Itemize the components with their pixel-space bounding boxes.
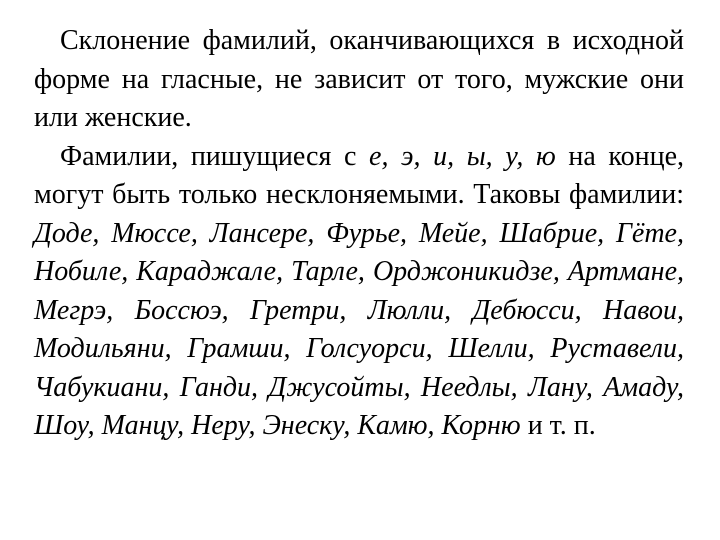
paragraph-2-intro: Фамилии, пишущиеся с [60, 140, 357, 172]
paragraph-2-mid: на конце, могут быть только несклоняемыми. Таковы фамилии: [34, 140, 684, 210]
surname-examples: Доде, Мюссе, Лансере, Фурье, Мейе, Шабрие, Гёте, Нобиле, Караджале, Тарле, Орджоникидзе, Артмане, Мегрэ, Боссюэ, Гретри, Люлли, Дебюсси, Навои, Модильяни, Грамши, Голсуорси, Шелли, Руставели, Чабукиани, Ганди, Джусойты, Неедлы, Лану, Амаду, Шоу, Манцу, Неру, Энеску, Камю, Корню [34, 217, 684, 441]
paragraph-indeclinable-surnames [34, 138, 684, 446]
paragraph-1-text: Склонение фамилий, оканчивающихся в исходной форме на гласные, не зависит от того, мужские они или женские. [34, 25, 684, 133]
paragraph-declension-rule [34, 22, 684, 138]
text-block [34, 22, 684, 446]
paragraph-2-ending: и т. п. [527, 410, 596, 441]
final-letters-list: е, э, и, ы, у, ю [369, 140, 556, 172]
